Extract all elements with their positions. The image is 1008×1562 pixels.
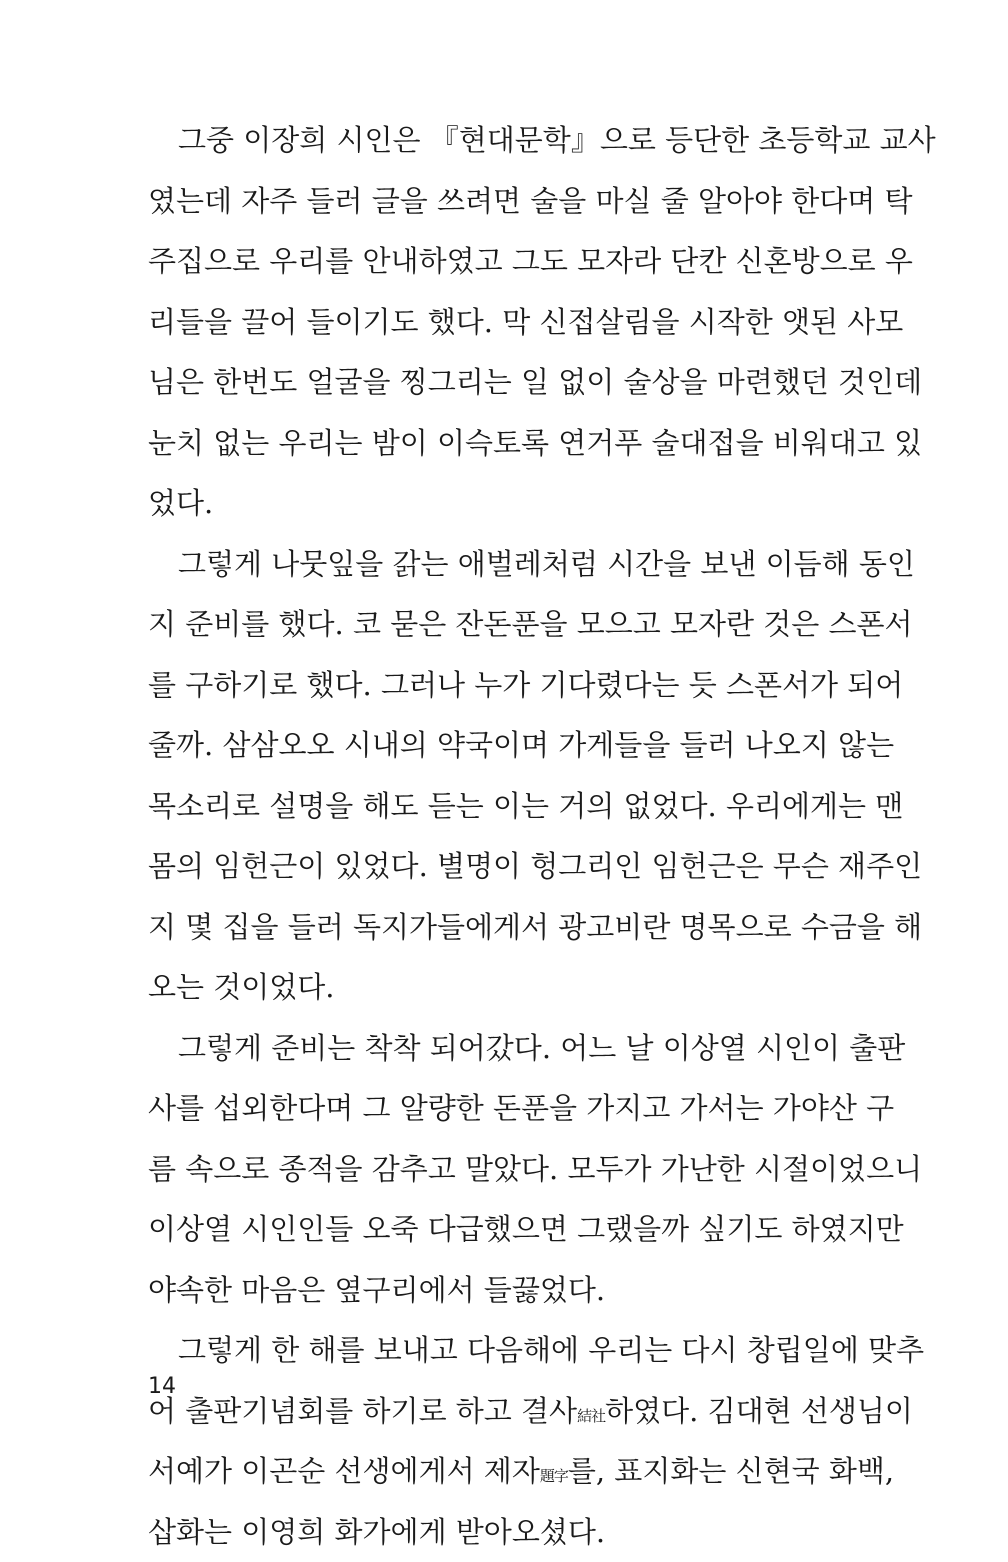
paragraph-3 [148,1018,860,1321]
text-line: 주집으로 우리를 안내하였고 그도 모자라 단칸 신혼방으로 우 [148,231,860,292]
text-line: 오는 것이었다. [148,957,860,1018]
text-line: 지 몇 집을 들러 독지가들에게서 광고비란 명목으로 수금을 해 [148,897,860,958]
text-line: 목소리로 설명을 해도 듣는 이는 거의 없었다. 우리에게는 맨 [148,776,860,837]
hanja-annotation: 結社 [577,1407,605,1425]
text-line: 님은 한번도 얼굴을 찡그리는 일 없이 술상을 마련했던 것인데 [148,352,860,413]
text-line: 야속한 마음은 옆구리에서 들끓었다. [148,1260,860,1321]
body-text [148,110,860,1562]
text-line: 삽화는 이영희 화가에게 받아오셨다. [148,1502,860,1562]
paragraph-2 [148,534,860,1018]
text-line: 였는데 자주 들러 글을 쓰려면 술을 마실 줄 알아야 한다며 탁 [148,171,860,232]
text-line: 그렇게 준비는 착착 되어갔다. 어느 날 이상열 시인이 출판 [148,1018,860,1079]
text-segment: 하였다. 김대현 선생님이 [605,1394,913,1428]
text-line: 리들을 끌어 들이기도 했다. 막 신접살림을 시작한 앳된 사모 [148,292,860,353]
paragraph-1 [148,110,860,534]
text-line: 사를 섭외한다며 그 알량한 돈푼을 가지고 가서는 가야산 구 [148,1078,860,1139]
text-line: 그렇게 나뭇잎을 갉는 애벌레처럼 시간을 보낸 이듬해 동인 [148,534,860,595]
text-line: 눈치 없는 우리는 밤이 이슥토록 연거푸 술대접을 비워대고 있 [148,413,860,474]
text-line: 를 구하기로 했다. 그러나 누가 기다렸다는 듯 스폰서가 되어 [148,655,860,716]
text-line [148,1381,860,1442]
text-line: 름 속으로 종적을 감추고 말았다. 모두가 가난한 시절이었으니 [148,1139,860,1200]
text-line: 몸의 임헌근이 있었다. 별명이 헝그리인 임헌근은 무슨 재주인 [148,836,860,897]
hanja-annotation: 題字 [540,1467,568,1485]
text-line: 그렇게 한 해를 보내고 다음해에 우리는 다시 창립일에 맞추 [148,1320,860,1381]
text-line [148,1441,860,1502]
text-segment: 어 출판기념회를 하기로 하고 결사 [148,1394,577,1428]
page-number: 14 [148,1374,176,1399]
paragraph-4 [148,1320,860,1562]
text-line: 이상열 시인인들 오죽 다급했으면 그랬을까 싶기도 하였지만 [148,1199,860,1260]
text-line: 줄까. 삼삼오오 시내의 약국이며 가게들을 들러 나오지 않는 [148,715,860,776]
text-line: 그중 이장희 시인은 『현대문학』으로 등단한 초등학교 교사 [148,110,860,171]
text-segment: 를, 표지화는 신현국 화백, [568,1454,894,1488]
text-line: 었다. [148,473,860,534]
text-line: 지 준비를 했다. 코 묻은 잔돈푼을 모으고 모자란 것은 스폰서 [148,594,860,655]
text-segment: 서예가 이곤순 선생에게서 제자 [148,1454,540,1488]
